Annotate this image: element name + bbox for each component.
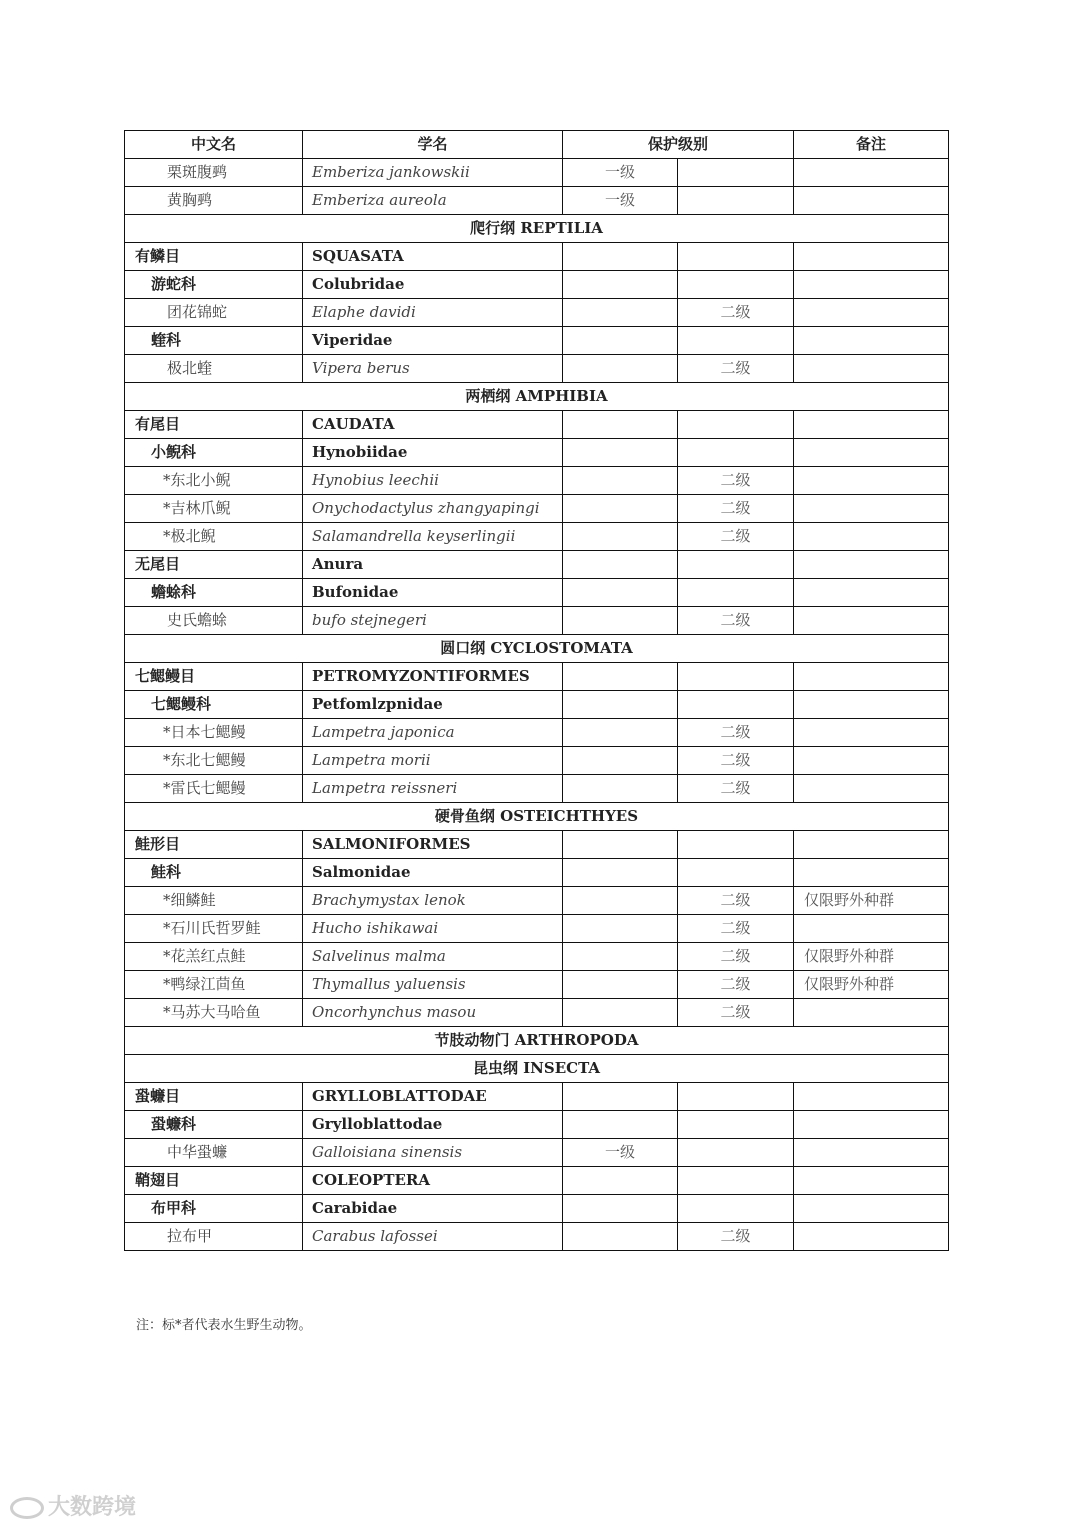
- remarks-cell: [794, 551, 949, 579]
- chinese-name-cell: 有尾目: [125, 411, 303, 439]
- chinese-name-cell: 鲑科: [125, 859, 303, 887]
- level-second-class-cell: 二级: [678, 467, 794, 495]
- level-first-class-cell: [563, 971, 678, 999]
- order-row: [125, 551, 949, 579]
- level-second-class-cell: [678, 831, 794, 859]
- level-second-class-cell: 二级: [678, 1223, 794, 1251]
- level-first-class-cell: [563, 915, 678, 943]
- family-row: [125, 1111, 949, 1139]
- species-row: [125, 607, 949, 635]
- remarks-cell: 仅限野外种群: [794, 971, 949, 999]
- scientific-name-cell: Lampetra morii: [303, 747, 563, 775]
- level-second-class-cell: [678, 691, 794, 719]
- class-row: [125, 383, 949, 411]
- level-second-class-cell: [678, 663, 794, 691]
- remarks-cell: [794, 439, 949, 467]
- scientific-name-cell: Hucho ishikawai: [303, 915, 563, 943]
- chinese-name-cell: 小鲵科: [125, 439, 303, 467]
- remarks-cell: [794, 1223, 949, 1251]
- watermark-text: 大数跨境: [48, 1495, 137, 1520]
- class-row: [125, 1055, 949, 1083]
- remarks-cell: [794, 999, 949, 1027]
- remarks-cell: [794, 719, 949, 747]
- scientific-name-cell: Brachymystax lenok: [303, 887, 563, 915]
- class-row: [125, 215, 949, 243]
- level-first-class-cell: [563, 1223, 678, 1251]
- level-first-class-cell: [563, 999, 678, 1027]
- scientific-name-cell: Elaphe davidi: [303, 299, 563, 327]
- level-first-class-cell: [563, 887, 678, 915]
- level-first-class-cell: [563, 859, 678, 887]
- chinese-name-cell: *日本七鳃鳗: [125, 719, 303, 747]
- family-row: [125, 271, 949, 299]
- remarks-cell: [794, 831, 949, 859]
- aquatic-row: [125, 999, 949, 1027]
- class-label: 两栖纲 AMPHIBIA: [125, 383, 949, 411]
- chinese-name-cell: *东北小鲵: [125, 467, 303, 495]
- family-row: [125, 1195, 949, 1223]
- scientific-name-cell: Grylloblattodae: [303, 1111, 563, 1139]
- family-row: [125, 327, 949, 355]
- aquatic-row: [125, 719, 949, 747]
- level-first-class-cell: [563, 243, 678, 271]
- chinese-name-cell: 团花锦蛇: [125, 299, 303, 327]
- chinese-name-cell: *石川氏哲罗鲑: [125, 915, 303, 943]
- remarks-cell: [794, 1083, 949, 1111]
- scientific-name-cell: SALMONIFORMES: [303, 831, 563, 859]
- remarks-cell: [794, 859, 949, 887]
- level-first-class-cell: [563, 719, 678, 747]
- family-row: [125, 859, 949, 887]
- order-row: [125, 663, 949, 691]
- scientific-name-cell: Salmonidae: [303, 859, 563, 887]
- footnote: 注：标*者代表水生野生动物。: [136, 1318, 312, 1333]
- chinese-name-cell: 鲑形目: [125, 831, 303, 859]
- class-row: [125, 1027, 949, 1055]
- aquatic-row: [125, 887, 949, 915]
- level-first-class-cell: [563, 579, 678, 607]
- species-row: [125, 1139, 949, 1167]
- level-second-class-cell: [678, 243, 794, 271]
- level-first-class-cell: [563, 523, 678, 551]
- level-first-class-cell: [563, 1195, 678, 1223]
- chinese-name-cell: 蝰科: [125, 327, 303, 355]
- chinese-name-cell: 有鳞目: [125, 243, 303, 271]
- remarks-cell: [794, 775, 949, 803]
- remarks-cell: 仅限野外种群: [794, 887, 949, 915]
- scientific-name-cell: Carabus lafossei: [303, 1223, 563, 1251]
- level-second-class-cell: [678, 159, 794, 187]
- family-row: [125, 579, 949, 607]
- remarks-cell: [794, 271, 949, 299]
- scientific-name-cell: Salvelinus malma: [303, 943, 563, 971]
- level-second-class-cell: 二级: [678, 915, 794, 943]
- level-second-class-cell: [678, 1195, 794, 1223]
- level-second-class-cell: 二级: [678, 299, 794, 327]
- chinese-name-cell: *花羔红点鲑: [125, 943, 303, 971]
- scientific-name-cell: Anura: [303, 551, 563, 579]
- level-first-class-cell: [563, 747, 678, 775]
- aquatic-row: [125, 495, 949, 523]
- level-first-class-cell: 一级: [563, 159, 678, 187]
- level-second-class-cell: 二级: [678, 943, 794, 971]
- chinese-name-cell: 黄胸鹀: [125, 187, 303, 215]
- scientific-name-cell: SQUASATA: [303, 243, 563, 271]
- remarks-cell: [794, 607, 949, 635]
- class-label: 硬骨鱼纲 OSTEICHTHYES: [125, 803, 949, 831]
- order-row: [125, 1083, 949, 1111]
- chinese-name-cell: 极北蝰: [125, 355, 303, 383]
- scientific-name-cell: bufo stejnegeri: [303, 607, 563, 635]
- remarks-cell: [794, 747, 949, 775]
- order-row: [125, 831, 949, 859]
- chinese-name-cell: *极北鲵: [125, 523, 303, 551]
- level-first-class-cell: [563, 831, 678, 859]
- chinese-name-cell: 蟾蜍科: [125, 579, 303, 607]
- remarks-cell: [794, 579, 949, 607]
- level-first-class-cell: [563, 1167, 678, 1195]
- level-first-class-cell: [563, 467, 678, 495]
- aquatic-row: [125, 971, 949, 999]
- chinese-name-cell: 游蛇科: [125, 271, 303, 299]
- level-first-class-cell: [563, 1083, 678, 1111]
- chinese-name-cell: 鞘翅目: [125, 1167, 303, 1195]
- chinese-name-cell: *马苏大马哈鱼: [125, 999, 303, 1027]
- remarks-cell: [794, 1139, 949, 1167]
- species-row: [125, 187, 949, 215]
- remarks-cell: 仅限野外种群: [794, 943, 949, 971]
- aquatic-row: [125, 943, 949, 971]
- scientific-name-cell: Hynobius leechii: [303, 467, 563, 495]
- remarks-cell: [794, 355, 949, 383]
- species-row: [125, 355, 949, 383]
- chinese-name-cell: 拉布甲: [125, 1223, 303, 1251]
- header-remarks: 备注: [794, 131, 949, 159]
- table-header-row: [125, 131, 949, 159]
- header-chinese-name: 中文名: [125, 131, 303, 159]
- level-first-class-cell: 一级: [563, 187, 678, 215]
- scientific-name-cell: Colubridae: [303, 271, 563, 299]
- remarks-cell: [794, 187, 949, 215]
- scientific-name-cell: Lampetra japonica: [303, 719, 563, 747]
- chinese-name-cell: 七鳃鳗目: [125, 663, 303, 691]
- remarks-cell: [794, 915, 949, 943]
- scientific-name-cell: Bufonidae: [303, 579, 563, 607]
- level-second-class-cell: 二级: [678, 747, 794, 775]
- remarks-cell: [794, 1111, 949, 1139]
- chinese-name-cell: 蛩蠊科: [125, 1111, 303, 1139]
- scientific-name-cell: Vipera berus: [303, 355, 563, 383]
- species-row: [125, 1223, 949, 1251]
- level-second-class-cell: [678, 1139, 794, 1167]
- remarks-cell: [794, 243, 949, 271]
- protected-species-table-container: [124, 130, 948, 1251]
- remarks-cell: [794, 467, 949, 495]
- level-second-class-cell: [678, 187, 794, 215]
- scientific-name-cell: COLEOPTERA: [303, 1167, 563, 1195]
- remarks-cell: [794, 327, 949, 355]
- level-first-class-cell: [563, 551, 678, 579]
- remarks-cell: [794, 663, 949, 691]
- aquatic-row: [125, 775, 949, 803]
- aquatic-row: [125, 467, 949, 495]
- chinese-name-cell: 布甲科: [125, 1195, 303, 1223]
- chinese-name-cell: 无尾目: [125, 551, 303, 579]
- level-second-class-cell: [678, 411, 794, 439]
- level-first-class-cell: [563, 495, 678, 523]
- class-label: 圆口纲 CYCLOSTOMATA: [125, 635, 949, 663]
- order-row: [125, 243, 949, 271]
- level-first-class-cell: [563, 663, 678, 691]
- level-first-class-cell: [563, 327, 678, 355]
- scientific-name-cell: Hynobiidae: [303, 439, 563, 467]
- family-row: [125, 691, 949, 719]
- aquatic-row: [125, 523, 949, 551]
- remarks-cell: [794, 523, 949, 551]
- scientific-name-cell: Onychodactylus zhangyapingi: [303, 495, 563, 523]
- remarks-cell: [794, 299, 949, 327]
- scientific-name-cell: CAUDATA: [303, 411, 563, 439]
- level-second-class-cell: [678, 859, 794, 887]
- scientific-name-cell: Salamandrella keyserlingii: [303, 523, 563, 551]
- level-first-class-cell: [563, 775, 678, 803]
- chinese-name-cell: 中华蛩蠊: [125, 1139, 303, 1167]
- level-first-class-cell: [563, 299, 678, 327]
- level-second-class-cell: 二级: [678, 775, 794, 803]
- table-body: [125, 159, 949, 1251]
- level-second-class-cell: 二级: [678, 523, 794, 551]
- level-second-class-cell: [678, 579, 794, 607]
- level-second-class-cell: 二级: [678, 999, 794, 1027]
- remarks-cell: [794, 411, 949, 439]
- class-label: 爬行纲 REPTILIA: [125, 215, 949, 243]
- level-first-class-cell: [563, 439, 678, 467]
- level-first-class-cell: [563, 411, 678, 439]
- level-first-class-cell: [563, 1111, 678, 1139]
- chinese-name-cell: *鸭绿江茴鱼: [125, 971, 303, 999]
- level-second-class-cell: [678, 551, 794, 579]
- class-label: 节肢动物门 ARTHROPODA: [125, 1027, 949, 1055]
- chinese-name-cell: *细鳞鲑: [125, 887, 303, 915]
- level-second-class-cell: 二级: [678, 719, 794, 747]
- level-second-class-cell: 二级: [678, 887, 794, 915]
- level-second-class-cell: [678, 439, 794, 467]
- family-row: [125, 439, 949, 467]
- species-row: [125, 299, 949, 327]
- class-label: 昆虫纲 INSECTA: [125, 1055, 949, 1083]
- level-second-class-cell: [678, 1167, 794, 1195]
- order-row: [125, 1167, 949, 1195]
- watermark-logo-icon: [10, 1497, 44, 1519]
- level-second-class-cell: 二级: [678, 355, 794, 383]
- level-second-class-cell: 二级: [678, 495, 794, 523]
- chinese-name-cell: 七鳃鳗科: [125, 691, 303, 719]
- scientific-name-cell: Galloisiana sinensis: [303, 1139, 563, 1167]
- chinese-name-cell: *雷氏七鳃鳗: [125, 775, 303, 803]
- header-protection-level: 保护级别: [563, 131, 794, 159]
- level-second-class-cell: [678, 271, 794, 299]
- scientific-name-cell: Lampetra reissneri: [303, 775, 563, 803]
- watermark: [10, 1490, 136, 1521]
- scientific-name-cell: Carabidae: [303, 1195, 563, 1223]
- chinese-name-cell: 蛩蠊目: [125, 1083, 303, 1111]
- level-first-class-cell: 一级: [563, 1139, 678, 1167]
- class-row: [125, 803, 949, 831]
- level-second-class-cell: [678, 1083, 794, 1111]
- scientific-name-cell: GRYLLOBLATTODAE: [303, 1083, 563, 1111]
- species-row: [125, 159, 949, 187]
- level-second-class-cell: 二级: [678, 971, 794, 999]
- protected-species-table: [124, 130, 949, 1251]
- scientific-name-cell: Emberiza jankowskii: [303, 159, 563, 187]
- level-first-class-cell: [563, 607, 678, 635]
- level-second-class-cell: 二级: [678, 607, 794, 635]
- level-first-class-cell: [563, 271, 678, 299]
- scientific-name-cell: Oncorhynchus masou: [303, 999, 563, 1027]
- chinese-name-cell: *东北七鳃鳗: [125, 747, 303, 775]
- level-second-class-cell: [678, 327, 794, 355]
- level-first-class-cell: [563, 943, 678, 971]
- chinese-name-cell: *吉林爪鲵: [125, 495, 303, 523]
- scientific-name-cell: PETROMYZONTIFORMES: [303, 663, 563, 691]
- scientific-name-cell: Petfomlzpnidae: [303, 691, 563, 719]
- level-first-class-cell: [563, 691, 678, 719]
- header-scientific-name: 学名: [303, 131, 563, 159]
- class-row: [125, 635, 949, 663]
- scientific-name-cell: Viperidae: [303, 327, 563, 355]
- aquatic-row: [125, 915, 949, 943]
- chinese-name-cell: 栗斑腹鹀: [125, 159, 303, 187]
- order-row: [125, 411, 949, 439]
- remarks-cell: [794, 495, 949, 523]
- level-second-class-cell: [678, 1111, 794, 1139]
- remarks-cell: [794, 1167, 949, 1195]
- remarks-cell: [794, 691, 949, 719]
- remarks-cell: [794, 159, 949, 187]
- scientific-name-cell: Emberiza aureola: [303, 187, 563, 215]
- level-first-class-cell: [563, 355, 678, 383]
- scientific-name-cell: Thymallus yaluensis: [303, 971, 563, 999]
- aquatic-row: [125, 747, 949, 775]
- remarks-cell: [794, 1195, 949, 1223]
- chinese-name-cell: 史氏蟾蜍: [125, 607, 303, 635]
